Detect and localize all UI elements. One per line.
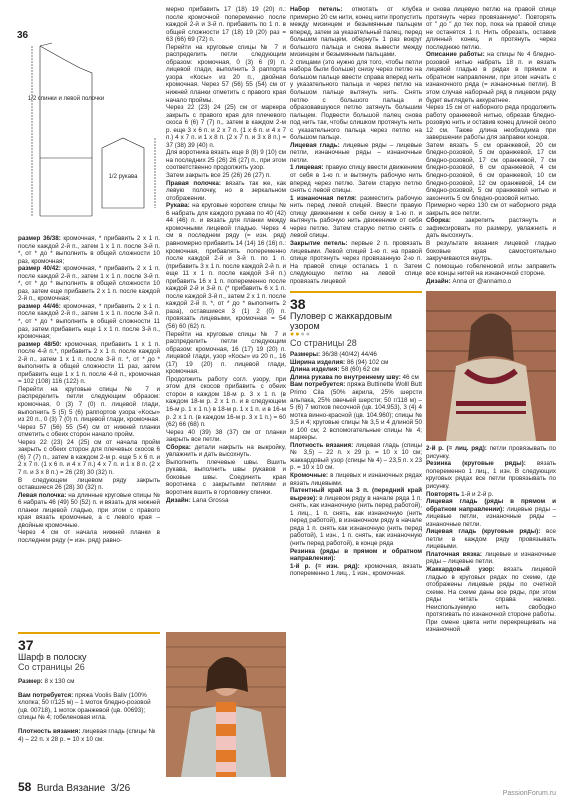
paragraph-heading: размер 44/46: (18, 302, 61, 310)
paragraph (18, 265, 160, 303)
paragraph-text: правую спицу ввести движением от себя в 1-ю п. и вытянуть рабочую нить вперед через петлю. Затем старую петлю снять с левой спицы. (290, 164, 422, 195)
paragraph (426, 551, 556, 566)
sweater-photo (426, 291, 556, 441)
paragraph-text: Через 4 см от начала нижней планки в последнем ряду (= изн. ряд) равно- (18, 529, 160, 544)
paragraph-text: отмотать от клубка примерно 20 см нити, конец нити пропустить между мизинцем и безымянным пальцем вперед, затем за указательный палец, перед большим пальцем, обернуть 1 раз вокруг большого пальца и снова вывести между мизинцем и безымянным пальцами. (290, 6, 422, 59)
paragraph-text: Anna от @annamo.o (450, 277, 512, 285)
section-subtitle: Со страницы 26 (18, 661, 85, 672)
paragraph-text: Перейти на круговые спицы № 7 и распределить петли следующим образом: кромочная, 16 (17) 19 (20) п. лицевой глади, узор «Косы» из 20 п., 16 (17) 19 (20) п. лицевой глади, кромочная. (166, 330, 286, 376)
paragraph (166, 444, 286, 459)
page-footer (18, 780, 130, 794)
paragraph-heading: Резинка (ряды в прямом и обратном направлении): (290, 547, 422, 563)
column-1 (18, 235, 160, 544)
paragraph-heading: Описание работы: (426, 51, 485, 59)
paragraph-heading: размер 48/50: (18, 340, 62, 348)
paragraph (166, 149, 286, 172)
paragraph (166, 459, 286, 497)
paragraph-text: Выполнить плечевые швы. Вшить рукава, выполнить швы рукавов и боковые швы. Соединить края воротника с закрытыми петлями и воротник вшить в горловину спинки. (166, 458, 286, 496)
paragraph (166, 376, 286, 429)
difficulty-rating: ●●●● (290, 330, 311, 338)
paragraph (426, 263, 556, 278)
paragraph (18, 341, 160, 386)
paragraph-heading: Вам потребуется: (18, 691, 74, 699)
paragraph-heading: Лицевая гладь (круговые ряды): (426, 528, 541, 536)
paragraph-text: на спицы № 4 бледно-розовой нитью набрать 18 п. и вязать лицевой гладью в рядах в прямом и обратном направлении, при этом начать с изнаночного ряда (= изнаночные петли). В этом случае наборный ряд в лицевом ряду будет выглядеть аккуратнее. (426, 51, 556, 104)
paragraph (290, 6, 422, 59)
section-divider (18, 632, 160, 634)
schematic-label-back: 1/2 спинки и левой полочки (27, 96, 105, 102)
page-top-number: 36 (17, 30, 29, 41)
paragraph (426, 491, 556, 499)
paragraph (166, 104, 286, 149)
paragraph (166, 172, 286, 180)
paragraph-heading: Патентный край на 3 п. (передний край вырезе): (290, 487, 422, 502)
paragraph-text: Перейти на круговые спицы № 7 и распределить петли следующим образом: кромочная, 0 (3) 6 (9) п. лицевой глади, выполнить 3 раппорта узора «Косы» из 20 п., двойная кромочная. Через 57 (56) 55 (54) см от нижней планки отметить с правого края начало проймы. (166, 43, 286, 104)
section-37 (18, 632, 160, 750)
paragraph (426, 142, 556, 202)
paragraph (290, 442, 422, 472)
paragraph-text: на длинные круговые спицы № 6 набрать 46 (49) 50 (52) п. и вязать для нижней планки лицевой гладью, при этом с правого края вязать кромочные, а с левого края – двойные кромочные. (18, 491, 160, 529)
paragraph-heading: Размер: (18, 677, 43, 685)
paragraph-text: Через 15 см от наборного ряда продолжить работу оранжевой нитью, обрезав бледно-розовую нить и оставив конец длиной около 12 см. Также длина необходима при завершении работы для заправки концов. (426, 104, 556, 142)
paragraph-heading: Закрытие петель: (290, 239, 348, 247)
paragraph-text: на круговые короткие спицы № 6 набрать для каждого рукава по 40 (42) 44 (46) п. и вязать для планки между кромочными лицевой гладью. Через 4 см в последнем ряду (= изн. ряд) равномерно прибавить 14 (14) 16 (16) п.: кромочная, прибавлять попеременно после каждой 2-й и 3-й п. по 1 п. (прибавить 3 х 1 п. после каждой 2-й п. и еще 11 х 1 п. после каждой 3-й п.) прибавить 16 х 1 п. попеременно после каждой 2-й и 3-й п. (* прибавить 6 х 1 п. после каждой 3-й п., затем 2 х 1 п. после каждой 2-й п. *, от * до * выполнить 2 раза), оставшиеся 3 (1) 2 (0) п. провязать лицевыми, кромочная = 54 (56) 60 (62) п. (166, 202, 286, 330)
section-subtitle: Со страницы 28 (290, 338, 357, 349)
paragraph-heading: размер 40/42: (18, 265, 61, 273)
paragraph (166, 497, 286, 505)
column-2 (166, 6, 286, 504)
section-divider (290, 291, 422, 293)
paragraph (426, 51, 556, 104)
paragraph (426, 104, 556, 142)
paragraph (426, 217, 556, 240)
model-image (166, 632, 286, 777)
paragraph-text: кромочная, вязать попеременно 1 лиц., 1 изн., кромочная. (290, 562, 422, 578)
paragraph-heading: 1 лицевая: (290, 164, 324, 172)
paragraph-text: лицевые и изнаночные ряды – лицевые петли. (426, 550, 556, 566)
paragraph (18, 303, 160, 341)
paragraph-text: Lana Grossa (190, 496, 229, 504)
scarf-photo (166, 632, 286, 777)
paragraph-text: в лицевых и изнаночных рядах вязать лицевыми. (290, 472, 422, 487)
paragraph (166, 429, 286, 444)
paragraph (166, 331, 286, 376)
paragraph (290, 563, 422, 578)
paragraph (290, 195, 422, 240)
paragraph (18, 477, 160, 492)
paragraph-text: вязать так же, как левую полочку, но в зеркальном отображении. (166, 179, 286, 202)
paragraph (290, 381, 422, 441)
paragraph (290, 240, 422, 285)
paragraph (18, 439, 160, 477)
paragraph-text: лицевая гладь (спицы № 3,5) – 22 п. х 29 р. = 10 х 10 см; жаккардовый узор (спицы № 4) – 23,5 п. х 23 р. = 10 х 10 см. (290, 441, 423, 472)
column-3 (290, 6, 422, 578)
paragraph-text: 36/38 (40/42) 44/46 (320, 351, 377, 359)
paragraph (18, 492, 160, 530)
paragraph-text: все петли в каждом ряду провязывать лицевыми. (426, 528, 556, 551)
paragraph-text: кромочная, прибавить 1 х 1 п. после 4-й п.*, прибавить 2 х 1 п. после каждой 2-й п., затем 1 х 1 п. после 3-й п. *, от * до * выполнить в общей сложности 11 раз, затем прибавить еще 1 х 1 п. после 4-й п., кромочная = 102 (108) 116 (122) п. (18, 340, 160, 386)
paragraph (290, 142, 422, 165)
paragraph-heading: Правая полочка: (166, 179, 221, 187)
paragraph-heading: Лицевая гладь (ряды в прямом и обратном направлении): (426, 498, 556, 513)
paragraph (290, 59, 422, 142)
paragraph (18, 386, 160, 439)
section-title: Пуловер с жаккардовым узором (290, 310, 392, 331)
paragraph-text: 1-й и 2-й р. (459, 490, 494, 498)
paragraph-text: 8 х 130 см (42, 677, 75, 685)
paragraph-heading: Сборка: (166, 443, 191, 451)
paragraph-heading: Сборка: (426, 217, 451, 225)
paragraph-heading: Резинка (круговые ряды): (426, 460, 526, 468)
paragraph-text: Примерно через 130 см от наборного ряда закрыть все петли. (426, 202, 556, 217)
paragraph (18, 529, 160, 544)
paragraph-text: 86 (94) 102 см (345, 358, 389, 366)
issue-number: 3/26 (110, 783, 131, 794)
paragraph (426, 460, 556, 490)
paragraph-heading: Кромочные: (290, 472, 329, 480)
paragraph-text: Продолжить работу согл. узору, при этом для скосов прибавить с обеих сторон в каждом 18-м р. 3 х 1 п. (в каждом 18-м р. 2 х 1 п. и в следующем 16-м р. 1 х 1 п.) в 18-м р. 1 х 1 п. и в 16-м р. 2 х 1 п. (в каждом 16-м р. 3 х 1 п.) = 60 (62) 66 (68) п. (166, 375, 286, 429)
paragraph-heading: Плотность вязания: (18, 728, 81, 736)
paragraph (426, 202, 556, 217)
paragraph-heading: Длина изделия: (290, 366, 340, 374)
paragraph-heading: Повторять (426, 490, 460, 498)
paragraph (426, 498, 556, 528)
magazine-name: Burda Вязание (36, 783, 106, 794)
paragraph-text: вязать лицевой гладью в круговых рядах по схеме, где отображены лицевые ряды по счетной схеме. На схеме даны все ряды, при этом ряды читать справа налево. Неиспользуемую нить свободно протягивать по изнаночной стороне работы. При смене цвета нити перекрещивать на изнаночной (426, 565, 556, 634)
paragraph-heading: Лицевая гладь: (290, 141, 340, 149)
paragraph-text: Через 22 (23) 24 (25) см от начала пройм закрыть с обеих сторон для плечевых скосов 6 (6) 7 (7) п., затем в каждом 2-м р. еще 5 х 6 п. и 2 х 7 п. (1 х 6 п. и 4 х 7 п.) 4 х 7 п. и 1 х 8 п. (2 х 7 п. и 3 х 8 п.) = 26 (28) 30 (32) п. (18, 438, 160, 476)
paragraph-text: лицевые ряды – лицевые петли, изнаночные ряды – изнаночные петли. (426, 505, 556, 528)
paragraph (290, 548, 422, 563)
paragraph (426, 240, 556, 263)
paragraph (166, 6, 286, 44)
paragraph-heading: Длина рукава по внутреннему шву: (290, 373, 401, 381)
paragraph-text: пряжа Voolis Baliv (100% хлопка; 50 г/125 м) – 1 моток бледно-розовой (цв. 00718), 1 моток оранжевой (цв. 00693); спицы № 4; гобеленовая игла. (18, 691, 151, 722)
paragraph (290, 164, 422, 194)
paragraph (426, 528, 556, 551)
section-38-header (290, 297, 422, 349)
model-image (426, 291, 556, 441)
paragraph-text: Затем вязать 5 см оранжевой, 20 см бледно-розовой, 5 см оранжевой, 17 см бледно-розовой, 17 см оранжевой, 7 см бледно-розовой, 6 см оранжевой, 4 см бледно-розовой, 6 см оранжевой, 10 см бледно-розовой, 12 см оранжевой, 14 см бледно-розовой, 5 см оранжевой нитью и закончить 5 см бледно-розовой нитью. (426, 141, 556, 202)
paragraph-text: 2 спицами (это нужно для того, чтобы петли набора были больше) снизу через петлю на большом пальце ввести справа вперед нить у указательного пальца и через петлю на большом пальце вытянуть нить. Снять петлю с большого пальца и образовавшуюся петлю затянуть большим пальцем. Подвести большой палец снова под нить так, чтобы слишком протянуть нить с указательного пальца через петлю на большом пальце. (290, 58, 422, 142)
paragraph-text: первые 2 п. провязать лицевыми. Левой спицей 1-ю п. на правой спице протянуть через провязанную 2-ю п. На правой спице осталась 1 п. Затем следующую петлю на левой спице провязать лицевой (290, 239, 422, 285)
paragraph (290, 366, 422, 374)
paragraph (166, 44, 286, 104)
paragraph-text: Для воротника вязать еще 8 (8) 9 (10) см на последних 25 (26) 26 (27) п., при этом соответственно продолжить узор. (166, 149, 286, 172)
paragraph-heading: 1 изнаночная петля: (290, 194, 357, 202)
paragraph-text: кромочная, * прибавить 2 х 1 п. после каждой 2-й п., затем 1 х 1 п. после 3-й п. *, от * до * выполнить в общей сложности 10 раз, затем еще прибавить 2 х 1 п. после каждой 2-й п., кромочная; (18, 265, 160, 303)
paragraph (426, 6, 556, 51)
paragraph-text: Затем закрыть все 25 (26) 26 (27) п. (166, 172, 271, 180)
paragraph-text: Перейти на круговые спицы № 7 и распределить петли следующим образом: кромочная, 0 (3) 7 (0) п. лицевой глади, выполнить 5 (5) 5 (6) раппортов узора «Косы» из 20 п., 0 (3) 7 (0) п. лицевой глади, кромочная. Через 57 (56) 55 (54) см от нижней планки отметить с обеих сторон начало пройм. (18, 385, 160, 439)
paragraph (426, 566, 556, 634)
paragraph-text: вязать попеременно 1 лиц., 1 изн. В следующих круговых рядах все петли провязывать по рисунку. (426, 460, 556, 490)
section-number: 38 (290, 295, 306, 312)
pattern-schematic (20, 38, 165, 226)
paragraph-heading: Размеры: (290, 351, 321, 359)
paragraph-heading: 2-й р. (= лиц. ряд): (426, 445, 487, 453)
paragraph-text: Через 40 (39) 38 (37) см от планки закрыть все петли. (166, 428, 286, 444)
paragraph-text: петли провязывать по рисунку. (426, 445, 556, 460)
paragraph-text: в лицевом ряду в начале ряда 1 п. снять, как изнаночную (нить перед работой), 1 лиц., 1 п. снять, как изнаночную (нить перед работой), в изнаночном ряду в начале ряда 1 п. снять как изнаночную (нить перед работой), 1 изн., 1 п. снять, как изнаночную (нить перед работой), в конце ряда (290, 494, 422, 547)
page-number: 58 (18, 780, 32, 794)
paragraph-text: лицевые ряды – лицевые петли, изнаночные ряды – изнаночные петли. (290, 141, 422, 164)
paragraph-text: 46 см (400, 373, 419, 381)
paragraph-heading: Платочная вязка: (426, 550, 482, 558)
paragraph-text: С помощью гобеленовой иглы заправить все концы нитей на изнаночной стороне. (426, 262, 556, 278)
paragraph (290, 359, 422, 367)
paragraph-text: В следующем лицевом ряду закрыть оставшиеся 26 (28) 30 (32) п. (18, 476, 160, 492)
paragraph (18, 728, 160, 743)
paragraph-text: Через 22 (23) 24 (25) см от маркера закрыть с правого края для плечевого скоса 6 (6) 7 (7) п., затем в каждом 2-м р. еще 3 х 6 п. и 2 х 7 п. (1 х 6 п. и 4 х 7 п.) 4 х 7 п. и 1 х 8 п. (2 х 7 п. и 3 х 8 п.) = 37 (38) 39 (40) п. (166, 104, 286, 149)
paragraph-text: 58 (60) 62 см (339, 366, 380, 374)
paragraph-heading: Рукава: (166, 202, 190, 210)
paragraph-heading: Дизайн: (426, 277, 451, 285)
paragraph-heading: Левая полочка: (18, 491, 67, 499)
watermark: PassionForum.ru (502, 790, 556, 797)
paragraph-heading: Вам потребуется: (290, 381, 346, 389)
paragraph-text: и снова лицевую петлю на правой спице протянуть через провязанную". Повторять от " до " до тех пор, пока на правой спице не останется 1 п. Нить обрезать, оставив длинный конец, и протянуть через последнюю петлю. (426, 6, 556, 51)
paragraph-heading: Ширина изделия: (290, 358, 346, 366)
paragraph-heading: Дизайн: (166, 496, 191, 504)
paragraph-text: мерно прибавить 17 (18) 19 (20) п.: после кромочной попеременно после каждой 2-й и 3-й п. прибавить по 1 п. в общей сложности 17 (18) 19 (20) раз = 63 (66) 69 (72) п. (166, 6, 286, 44)
paragraph-heading: Набор петель: (290, 6, 343, 13)
paragraph (290, 351, 422, 359)
paragraph (426, 445, 556, 460)
paragraph-text: детали накрыть на выкройку, увлажнить и дать высохнуть. (166, 443, 286, 459)
paragraph-text: закрепить растянуть и зафиксировать по размеру, увлажнить и дать высохнуть. (426, 217, 556, 240)
column-4 (426, 6, 556, 634)
paragraph-text: В результате вязания лицевой гладью боковые края самостоятельно закручиваются внутрь. (426, 239, 556, 263)
paragraph (426, 278, 556, 286)
paragraph-text: пряжа Buttinette Wolll Butt Primo Cila (50% акрила, 25% шерсти альпака, 25% овечьей шерсти; 50 г/118 м) – 5 (6) 7 мотков песочной (цв. 104.953), 3 (4) 4 мотка винно-красной (цв. 104.960); спицы № 3,5 и 4; круговые спицы № 3,5 и 4 длиной 50 и 100 см; 2 вспомогательные спицы № 4; маркеры. (290, 381, 422, 442)
paragraph-heading: 1-й р. (= изн. ряд): (290, 562, 360, 570)
paragraph (290, 472, 422, 487)
paragraph-heading: Плотность вязания: (290, 441, 354, 449)
paragraph (18, 692, 160, 722)
schematic-label-sleeve: 1/2 рукава (108, 174, 138, 180)
paragraph (290, 487, 422, 547)
paragraph (166, 180, 286, 203)
section-number: 37 (18, 636, 34, 653)
paragraph (18, 235, 160, 265)
paragraph-text: кромочная, * прибавить 2 х 1 п. после каждой 2-й п., затем 1 х 1 п. после 3-й п. *, от * до * выполнить в общей сложности 11 раз, затем прибавить еще 1 х 1 п. после 3-й п., кромочная; (18, 302, 160, 341)
paragraph-text: кромочная, * прибавить 2 х 1 п. после каждой 2-й п., затем 1 х 1 п. после 3-й п. *, от * до * выполнить в общей сложности 10 раз, кромочная; (18, 235, 160, 265)
paragraph-text: лицевая гладь (спицы № 4) – 22 п. х 28 р. = 10 х 10 см. (18, 728, 156, 743)
paragraph-text: разместить рабочую нить перед левой спицей. Ввести правую спицу движением к себе снизу в 1-ю п. и вытянуть рабочую нить движением от себя через петлю. Затем старую петлю снять с левой спицы. (290, 194, 422, 240)
paragraph (166, 202, 286, 330)
paragraph-heading: Жаккардовый узор: (426, 565, 495, 573)
section-title: Шарф в полоску (18, 651, 87, 662)
paragraph-heading: размер 36/38: (18, 235, 61, 242)
paragraph (18, 678, 160, 686)
